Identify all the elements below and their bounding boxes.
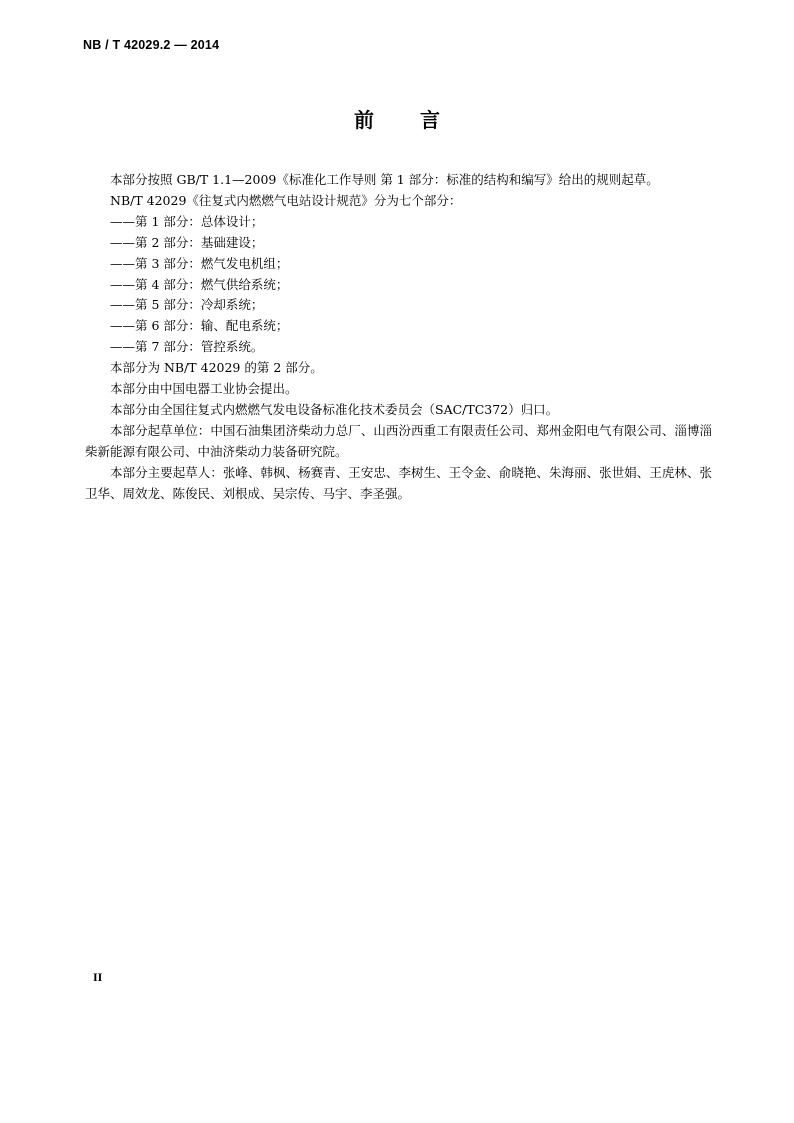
paragraph-drafting-units: 本部分起草单位：中国石油集团济柴动力总厂、山西汾西重工有限责任公司、郑州金阳电气有限公司、淄博淄柴新能源有限公司、中油济柴动力装备研究院。	[85, 422, 712, 459]
paragraph-part-number: 本部分为 NB/T 42029 的第 2 部分。	[110, 360, 323, 376]
list-item-part-3: ——第 3 部分：燃气发电机组；	[110, 255, 289, 271]
list-item-part-5: ——第 5 部分：冷却系统；	[110, 297, 264, 313]
paragraph-drafting-rules: 本部分按照 GB/T 1.1—2009《标准化工作导则 第 1 部分：标准的结构和编写》给出的规则起草。	[110, 172, 659, 187]
foreword-body	[85, 170, 712, 505]
list-item-part-6: ——第 6 部分：输、配电系统；	[110, 318, 289, 334]
page-title: 前言	[354, 108, 486, 132]
paragraph-committee: 本部分由全国往复式内燃燃气发电设备标准化技术委员会（SAC/TC372）归口。	[110, 401, 559, 417]
list-item-part-4: ——第 4 部分：燃气供给系统；	[110, 276, 289, 292]
list-item-part-2: ——第 2 部分：基础建设；	[110, 234, 264, 250]
paragraph-series-intro: NB/T 42029《往复式内燃燃气电站设计规范》分为七个部分：	[110, 192, 462, 208]
paragraph-proposer: 本部分由中国电器工业协会提出。	[110, 381, 298, 397]
paragraph-drafters: 本部分主要起草人：张峰、韩枫、杨赛青、王安忠、李树生、王令金、俞晓艳、朱海丽、张世娟、王虎林、张卫华、周效龙、陈俊民、刘根成、吴宗传、马宇、李圣强。	[85, 464, 712, 501]
page-number: II	[93, 970, 103, 984]
list-item-part-1: ——第 1 部分：总体设计；	[110, 213, 264, 229]
standard-number-header: NB / T 42029.2 — 2014	[83, 38, 220, 52]
list-item-part-7: ——第 7 部分：管控系统。	[110, 339, 264, 355]
